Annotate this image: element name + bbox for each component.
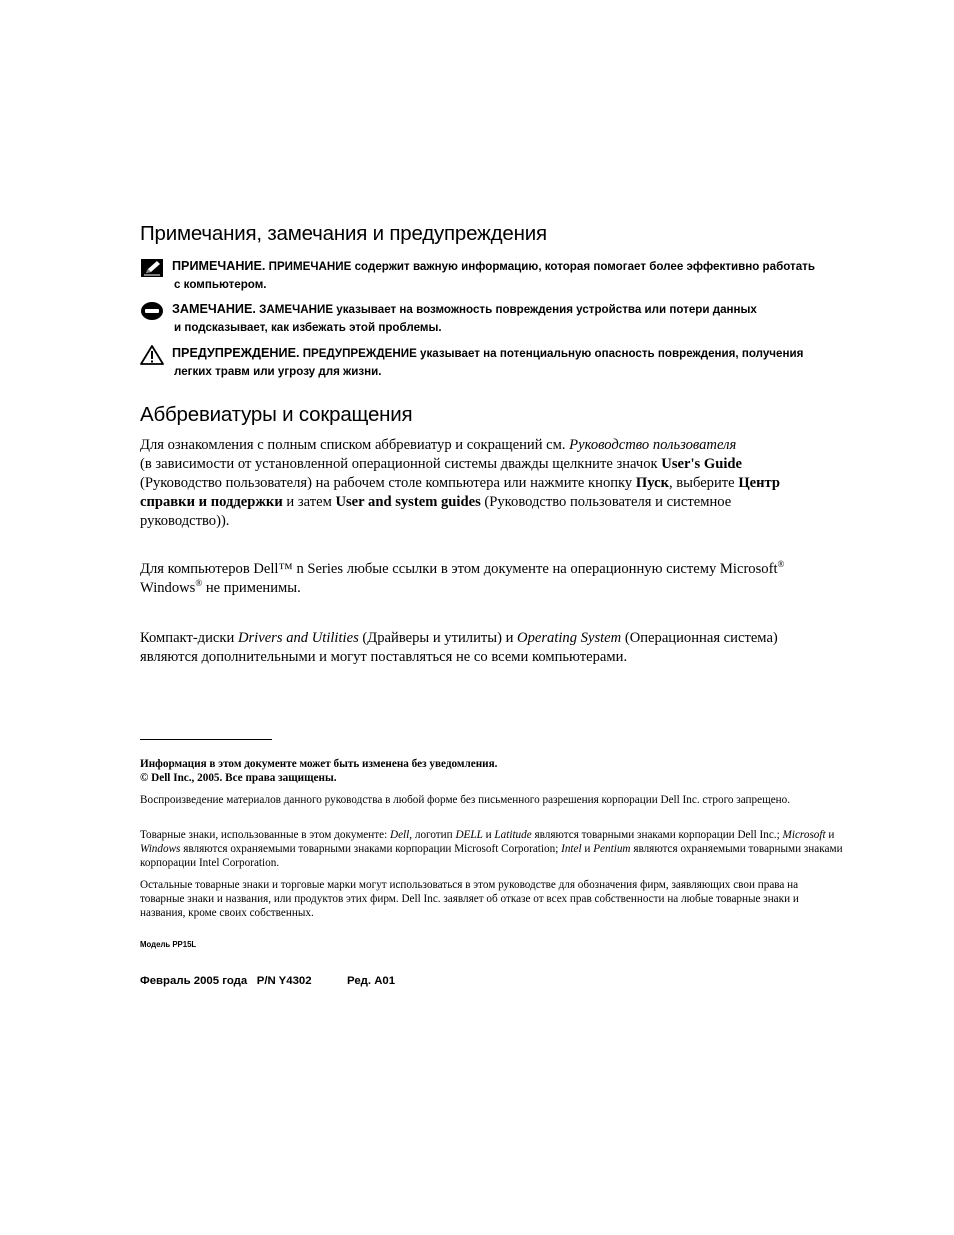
tm-text: являются охраняемыми товарными знаками корпорации Intel Corporation. xyxy=(140,843,843,869)
p2-text: Windows xyxy=(140,580,196,596)
reproduction-notice: Воспроизведение материалов данного руководства в любой форме без письменного разрешения корпорации Dell Inc. строго запрещено. xyxy=(140,794,791,806)
users-guide-icon-label: User's Guide xyxy=(661,456,742,472)
p3-text: (Драйверы и утилиты) и xyxy=(358,630,518,646)
p1-text: и затем xyxy=(282,494,336,510)
notice-text-cont: и подсказывает, как избежать этой проблемы. xyxy=(174,320,442,334)
tm-text: , логотип xyxy=(409,829,456,841)
notice-hand-icon xyxy=(140,301,164,321)
p1-text: (Руководство пользователя и системное руководство)). xyxy=(140,494,732,529)
tm-text: и xyxy=(482,829,495,841)
note-lead: ПРИМЕЧАНИЕ. xyxy=(172,259,266,273)
date-part-number: Февраль 2005 года P/N Y4302 xyxy=(140,975,312,987)
user-system-guides-label: User and system guides xyxy=(335,494,481,510)
tm-microsoft: Microsoft xyxy=(782,829,826,841)
p3-text: Компакт-диски xyxy=(140,630,238,646)
n-series-paragraph xyxy=(140,560,820,598)
abbreviations-paragraph xyxy=(140,436,820,531)
tm-pentium: Pentium xyxy=(593,843,631,855)
tm-intel: Intel xyxy=(561,843,582,855)
p2-text: не применимы. xyxy=(202,580,301,596)
warning-text-cont: легких травм или угрозу для жизни. xyxy=(174,364,382,378)
section-heading-notes: Примечания, замечания и предупреждения xyxy=(140,222,547,245)
tm-text: и xyxy=(581,843,594,855)
operating-system-title: Operating System xyxy=(517,630,622,646)
warning-lead: ПРЕДУПРЕЖДЕНИЕ. xyxy=(172,346,300,360)
footer-divider xyxy=(140,739,272,740)
p3-text: (Операционная система) являются дополнительными и могут поставляться не со всеми компьютерами. xyxy=(140,630,778,665)
note-text-cont: с компьютером. xyxy=(174,277,267,291)
note-block xyxy=(140,258,840,293)
tm-windows: Windows xyxy=(140,843,181,855)
warning-block xyxy=(140,345,840,380)
tm-text: Товарные знаки, использованные в этом документе: xyxy=(140,829,390,841)
trademarks-notice xyxy=(140,828,845,870)
p1-text: , выберите xyxy=(668,475,739,491)
registered-mark: ® xyxy=(195,578,203,588)
tm-text: являются товарными знаками корпорации Dell Inc.; xyxy=(531,829,783,841)
revision: Ред. A01 xyxy=(347,975,396,987)
other-trademarks-notice: Остальные товарные знаки и торговые марки могут использоваться в этом руководстве для обозначения фирм, заявляющих свои права на товарные знаки и названия, или продуктов этих фирм. Dell Inc. заявляет об отказе от всех прав собственности на любые товарные знаки и названия, кроме своих собственных. xyxy=(140,879,799,919)
p1-text: (Руководство пользователя) на рабочем столе компьютера или нажмите кнопку xyxy=(140,475,636,491)
copyright-line: © Dell Inc., 2005. Все права защищены. xyxy=(140,772,337,784)
p1-text: (в зависимости от установленной операционной системы дважды щелкните значок xyxy=(140,456,662,472)
notice-block xyxy=(140,301,840,336)
notice-lead: ЗАМЕЧАНИЕ. xyxy=(172,302,256,316)
section-heading-abbreviations: Аббревиатуры и сокращения xyxy=(140,403,413,426)
info-change-notice: Информация в этом документе может быть изменена без уведомления. xyxy=(140,758,498,770)
users-guide-ref: Руководство пользователя xyxy=(569,437,737,453)
tm-latitude: Latitude xyxy=(494,829,532,841)
p2-text: Для компьютеров Dell™ n Series любые ссылки в этом документе на операционную систему Microsoft xyxy=(140,561,778,577)
publication-info xyxy=(140,975,396,987)
p1-text: Для ознакомления с полным списком аббревиатур и сокращений см. xyxy=(140,437,570,453)
drivers-utilities-title: Drivers and Utilities xyxy=(237,630,359,646)
warning-text: ПРЕДУПРЕЖДЕНИЕ указывает на потенциальную опасность повреждения, получения xyxy=(299,347,804,360)
registered-mark: ® xyxy=(777,559,785,569)
start-button-label: Пуск xyxy=(635,475,669,491)
tm-text: и xyxy=(825,829,835,841)
tm-dell: Dell xyxy=(390,829,410,841)
tm-dell-logo: DELL xyxy=(455,829,483,841)
pencil-note-icon xyxy=(140,258,164,278)
tm-text: являются охраняемыми товарными знаками корпорации Microsoft Corporation; xyxy=(180,843,562,855)
help-center-label: Центр справки и поддержки xyxy=(140,475,781,510)
warning-triangle-icon xyxy=(140,345,164,365)
copyright-notice xyxy=(140,757,845,785)
model-number: Модель PP15L xyxy=(140,940,197,949)
notice-text: ЗАМЕЧАНИЕ указывает на возможность повреждения устройства или потери данных xyxy=(255,303,757,316)
note-text: ПРИМЕЧАНИЕ содержит важную информацию, которая помогает более эффективно работать xyxy=(265,260,815,273)
cd-paragraph xyxy=(140,629,820,667)
